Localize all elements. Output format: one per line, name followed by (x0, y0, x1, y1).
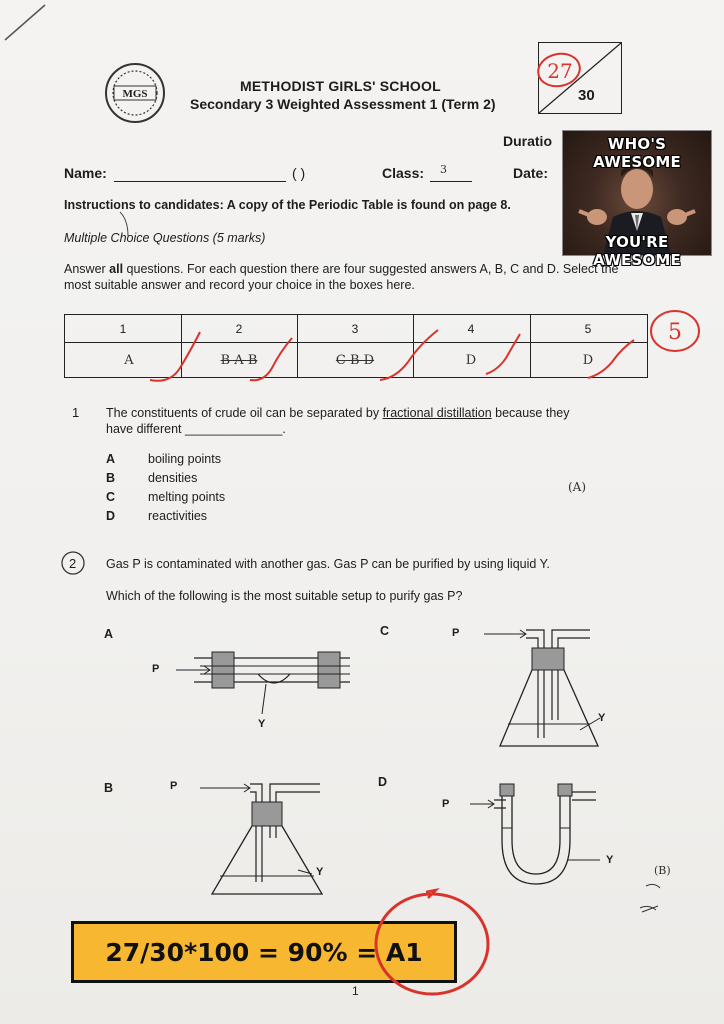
diagram-c-y-label: Y (598, 712, 606, 724)
meme-image (562, 130, 712, 269)
table-answer-1: A (124, 353, 134, 368)
school-name: METHODIST GIRLS' SCHOOL (240, 78, 441, 94)
q1-option-c-letter: C (106, 490, 116, 504)
diagram-b-flask (180, 778, 340, 900)
grade-highlight-circle (366, 884, 496, 1004)
q1-option-b-letter: B (106, 471, 116, 485)
answer-instructions: Answer all questions. For each question there are four suggested answers A, B, C and D. Select the most suitable answer and record your choice in the boxes here. (64, 262, 619, 292)
q1-handwritten-answer: (A) (568, 480, 587, 494)
class-field-line (430, 181, 472, 182)
class-label: Class: (382, 165, 425, 181)
diagram-a-y-label: Y (258, 718, 266, 730)
q1-text: The constituents of crude oil can be separated by fractional distillation because they (106, 406, 570, 420)
corner-mark (0, 0, 60, 50)
q1-option-a-letter: A (106, 452, 116, 466)
diagram-b-p-label: P (170, 780, 178, 792)
q2-text: Gas P is contaminated with another gas. Gas P can be purified by using liquid Y. (106, 557, 550, 571)
q2-question: Which of the following is the most suitable setup to purify gas P? (106, 589, 463, 603)
page-number: 1 (352, 984, 359, 998)
diagram-d-y-label: Y (606, 854, 614, 866)
meme-top-text: WHO'S AWESOME (593, 135, 681, 171)
q1-number: 1 (72, 405, 80, 420)
score-obtained: 27 (547, 59, 573, 83)
diagram-d-utube (460, 780, 610, 892)
q1-option-d: reactivities (148, 509, 208, 523)
duration-label: Duratio (503, 133, 552, 149)
exam-title: Secondary 3 Weighted Assessment 1 (Term 2) (190, 96, 496, 112)
diagram-c-p-label: P (452, 627, 460, 639)
instructions: Instructions to candidates: A copy of the Periodic Table is found on page 8. (64, 198, 511, 212)
diagram-a-tube (150, 640, 370, 730)
meme-bottom-text: YOU'RE AWESOME (593, 233, 681, 269)
class-value: 3 (440, 163, 447, 176)
diagram-c-flask (440, 620, 620, 760)
mcq-score-circle (648, 306, 704, 356)
logo-text: MGS (122, 88, 148, 100)
table-answer-2: B A B (220, 353, 258, 368)
section-title: Multiple Choice Questions (5 marks) (64, 231, 266, 245)
q1-option-d-letter: D (106, 509, 116, 523)
table-header-2: 2 (235, 322, 243, 336)
q2-option-c-label: C (380, 624, 390, 638)
table-header-3: 3 (351, 322, 359, 336)
grade-badge: 27/30*100 = 90% = A1 (71, 921, 457, 983)
q1-option-c: melting points (148, 490, 226, 504)
q2-option-a-label: A (104, 627, 114, 641)
mcq-score: 5 (668, 320, 682, 345)
score-total: 30 (578, 87, 595, 104)
q1-option-b: densities (148, 471, 198, 485)
name-field-line (114, 181, 286, 182)
diagram-d-p-label: P (442, 798, 450, 810)
table-answer-3: C B D (335, 353, 375, 368)
school-logo (104, 62, 166, 124)
diagram-a-p-label: P (152, 663, 160, 675)
table-header-1: 1 (119, 322, 127, 336)
table-answer-4: D (465, 353, 477, 368)
diagram-b-y-label: Y (316, 866, 324, 878)
date-label: Date: (513, 165, 549, 181)
q2-option-d-label: D (378, 775, 388, 789)
q2-handwritten-answer: (B) (654, 864, 671, 877)
q2-option-b-label: B (104, 781, 114, 795)
table-header-4: 4 (467, 322, 475, 336)
name-label: Name: (64, 165, 107, 181)
table-header-5: 5 (584, 322, 592, 336)
grading-ticks (140, 318, 660, 388)
q2-scribble (630, 880, 670, 920)
q1-text-line2: have different ______________. (106, 422, 286, 436)
q1-option-a: boiling points (148, 452, 221, 466)
register-number-parens: ( ) (292, 165, 306, 181)
table-answer-5: D (582, 353, 594, 368)
q2-number: 2 (69, 556, 77, 571)
